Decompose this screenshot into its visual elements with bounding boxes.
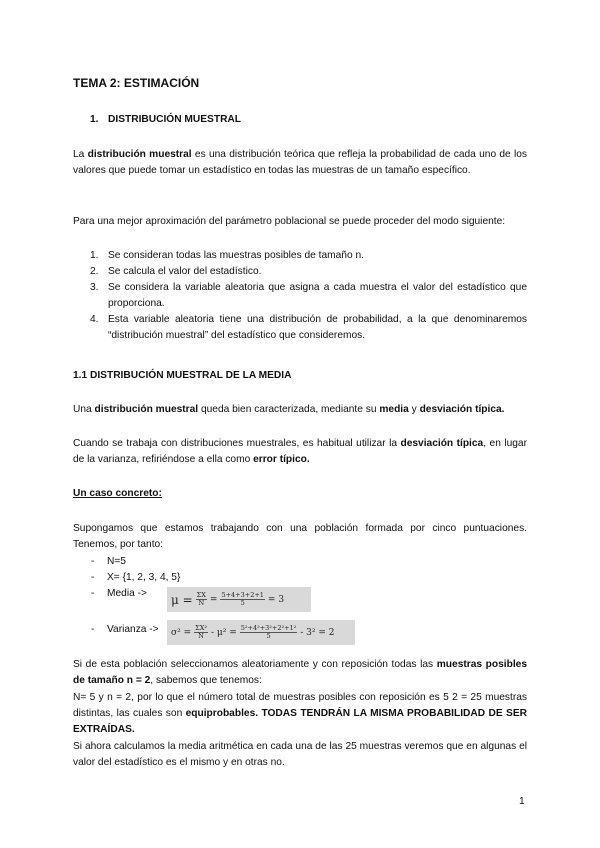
list-item: - N=5 [91, 556, 126, 567]
fraction: $\frac{\Sigma X}{N}$ [196, 591, 206, 607]
paragraph-characterization: Una distribución muestral queda bien caracterizada, mediante su media y desviación típica. [73, 404, 505, 415]
paragraph-definition: La distribución muestral es una distribución teórica que refleja la probabilidad de cada uno de los valores que puede tomar un estadístico en todas las muestras de un tamaño específico. [73, 149, 528, 176]
section-number: 1. [90, 114, 99, 125]
formula-varianza: σ² = $\frac{\text{ΣX²}}{N}$ - μ² = $\frac{\text{5²+4²+3²+2²+1²}}{5}$ - 3² = 2 [167, 620, 355, 645]
paragraph-sampling: Si de esta población seleccionamos aleatoriamente y con reposición todas las muestras posibles de tamaño n = 2, sabemos que tenemos: [73, 659, 527, 686]
fraction: $\frac{5+4+3+2+1}{5}$ [221, 591, 264, 607]
section-title: DISTRIBUCIÓN MUESTRAL [108, 114, 241, 125]
list-item: 4. Esta variable aleatoria tiene una distribución de probabilidad, a la que denominaremos “distribución muestral” del estadístico que consideremos. [90, 314, 527, 341]
paragraph-standard-error: Cuando se trabaja con distribuciones muestrales, es habitual utilizar la desviación típica, en lugar de la varianza, refiriéndose a ella como error típico. [73, 438, 527, 465]
list-item: - Varianza -> [91, 624, 159, 635]
bold-term: distribución muestral [87, 149, 192, 160]
paragraph-procedure: Para una mejor aproximación del parámetro poblacional se puede proceder del modo siguiente: [73, 216, 506, 227]
list-item: 2. Se calcula el valor del estadístico. [90, 266, 262, 277]
fraction: $\frac{\text{5²+4²+3²+2²+1²}}{5}$ [240, 624, 297, 640]
page-number: 1 [519, 796, 525, 807]
procedure-list [73, 248, 527, 344]
fraction: $\frac{\text{ΣX²}}{N}$ [195, 624, 207, 640]
document-title: TEMA 2: ESTIMACIÓN [73, 76, 200, 90]
formula-media: μ = $\frac{\Sigma X}{N}$ = $\frac{5+4+3+2+1}{5}$ = 3 [167, 587, 311, 612]
list-item: 1. Se consideran todas las muestras posibles de tamaño n. [90, 250, 364, 261]
paragraph-population: Supongamos que estamos trabajando con una población formada por cinco puntuaciones. Tenemos, por tanto: [73, 523, 527, 550]
paragraph-sample-count: N= 5 y n = 2, por lo que el número total de muestras posibles con reposición es 5 2 = 25 muestras distintas, las cuales son equiprobables. TODAS TENDRÁN LA MISMA PROBABILIDAD DE SER EXTRAÍDAS. [73, 692, 527, 735]
paragraph-sample-means: Si ahora calculamos la media aritmética en cada una de las 25 muestras veremos que en algunas el valor del estadístico es el mismo y en otras no. [73, 741, 527, 768]
list-item: 3. Se considera la variable aleatoria que asigna a cada muestra el valor del estadístico que proporciona. [90, 282, 527, 309]
list-item: - X= {1, 2, 3, 4, 5} [91, 572, 181, 583]
list-item: - Media -> [91, 588, 147, 599]
subheading-concrete-case: Un caso concreto: [73, 488, 162, 499]
section-heading-1-1: 1.1 DISTRIBUCIÓN MUESTRAL DE LA MEDIA [73, 370, 292, 381]
